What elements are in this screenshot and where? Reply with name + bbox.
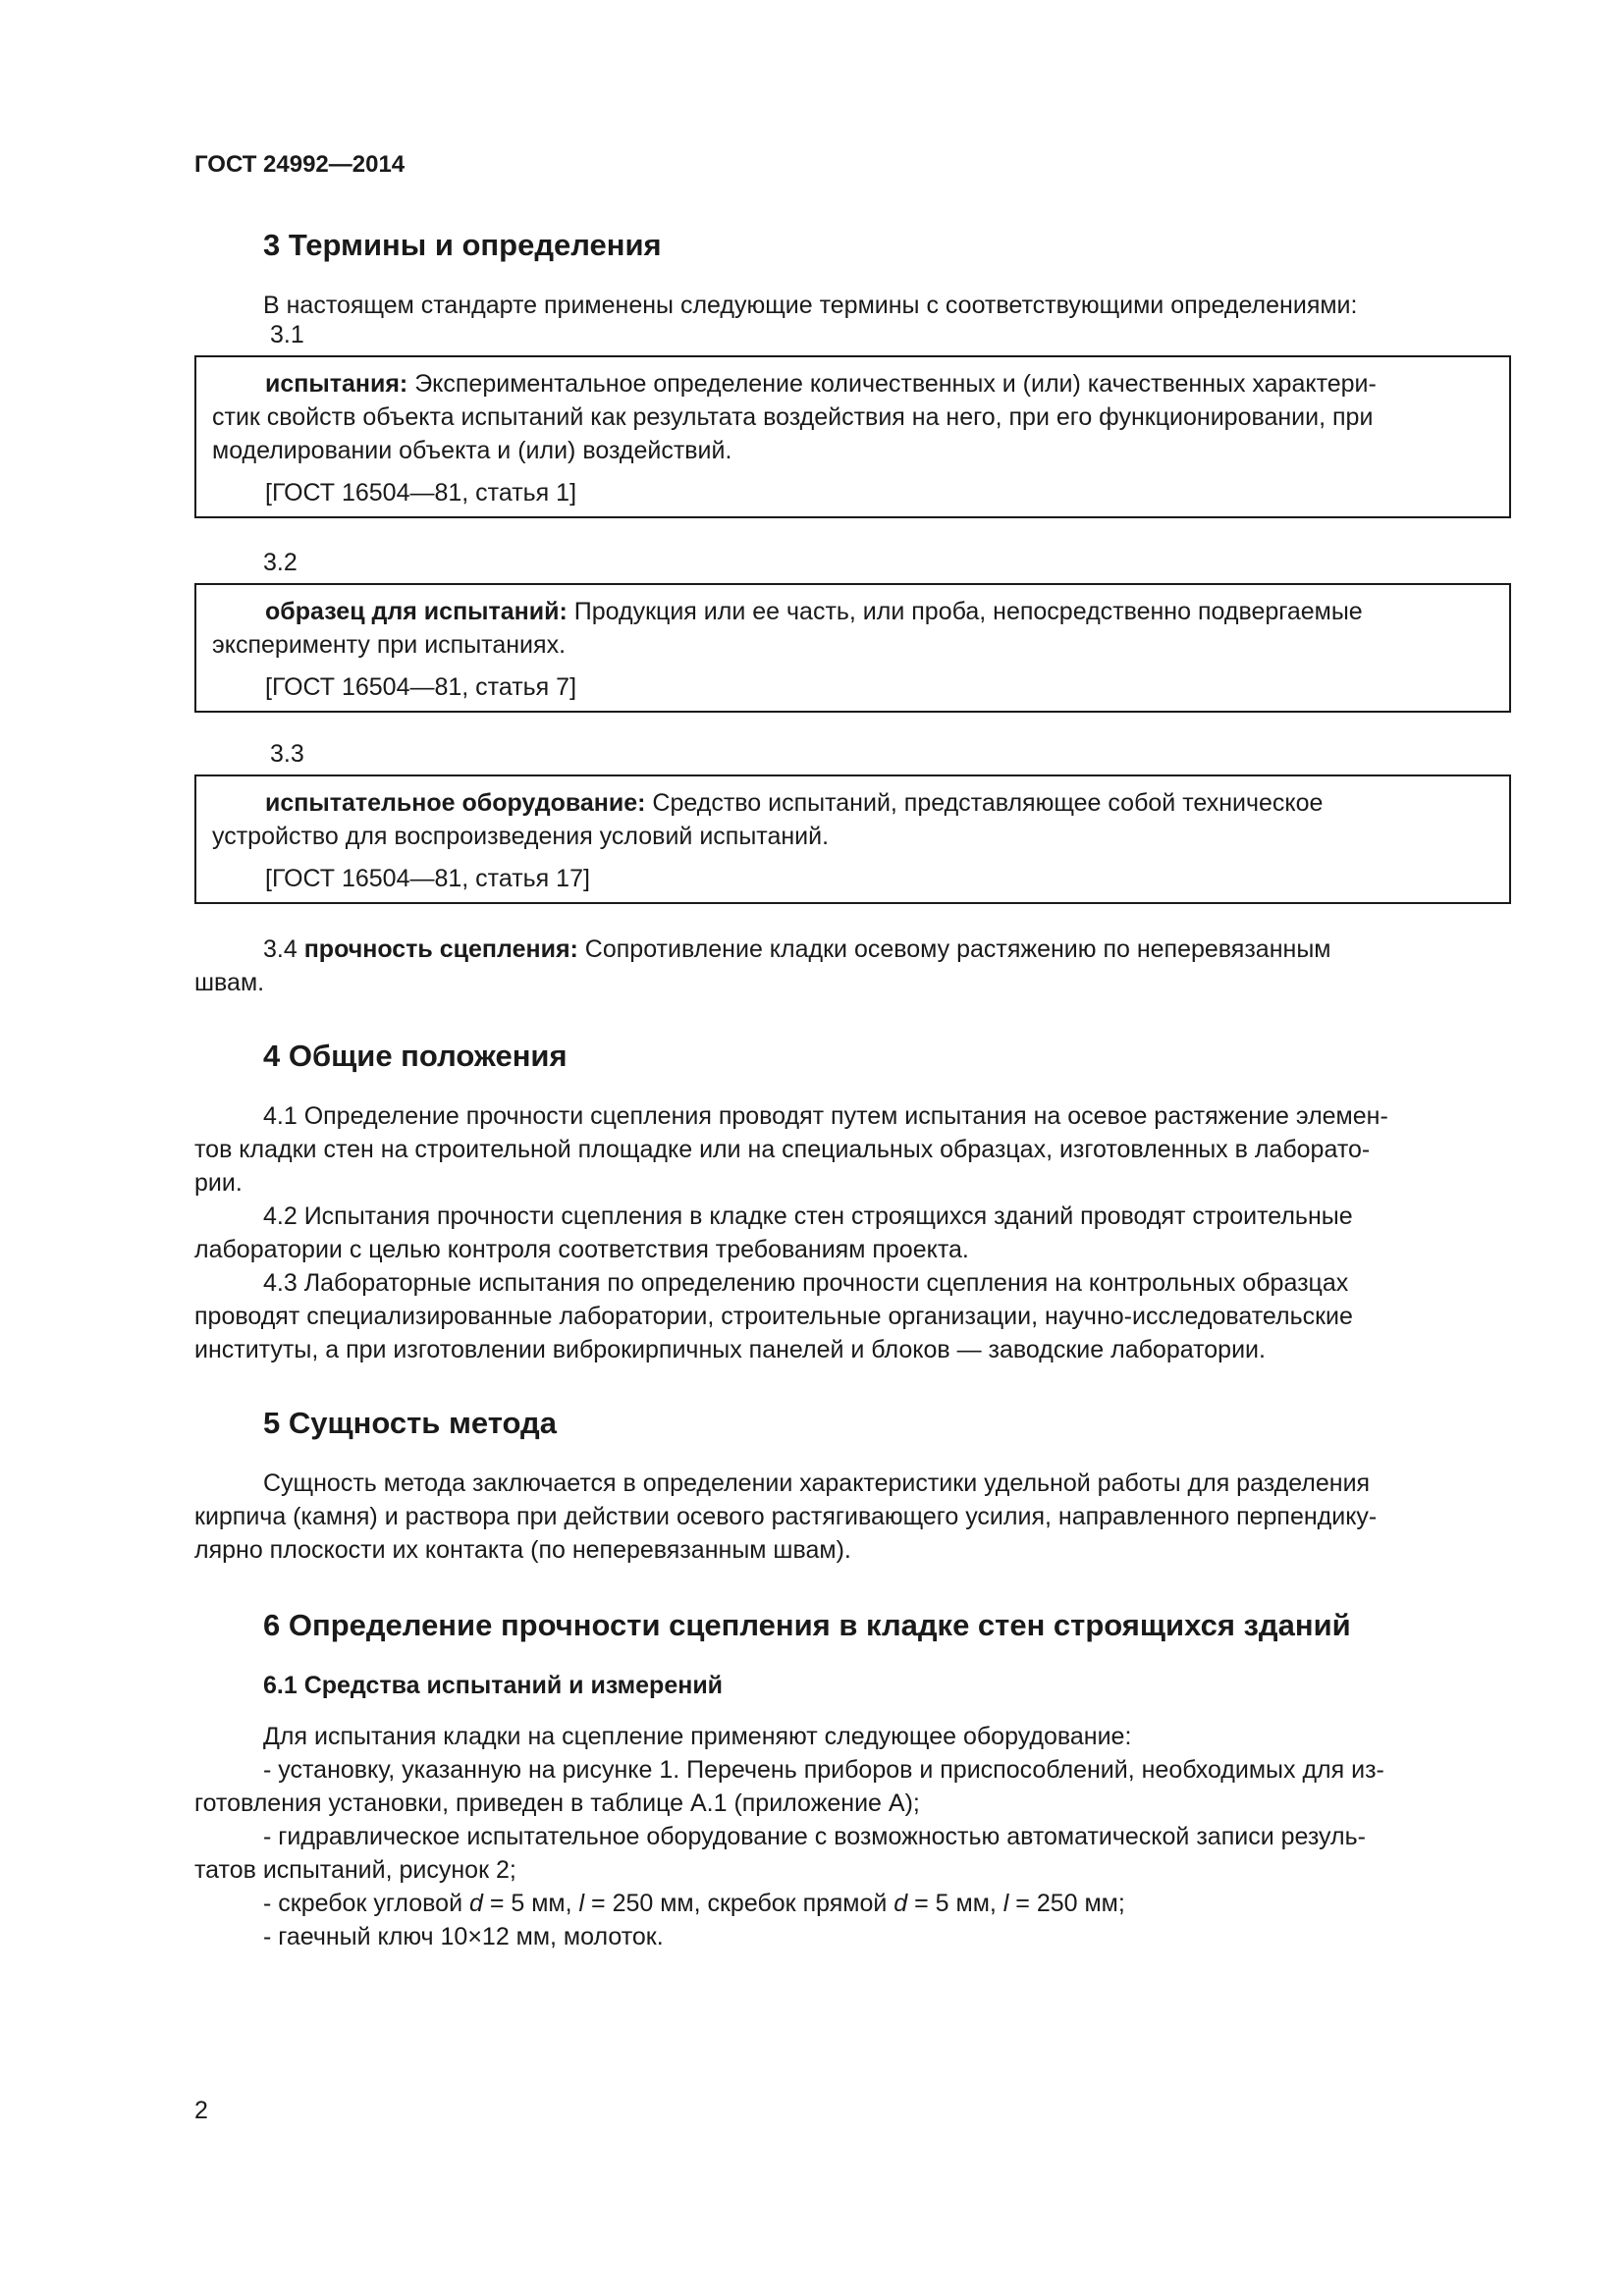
section-6-title: 6 Определение прочности сцепления в кладке стен строящихся зданий <box>263 1608 1351 1642</box>
term-3-2-definition: образец для испытаний: Продукция или ее часть, или проба, непосредственно подвергаемые <box>265 598 1363 625</box>
section-4-line: 4.2 Испытания прочности сцепления в кладке стен строящихся зданий проводят строительные <box>263 1202 1353 1230</box>
section-6-list-item: - гидравлическое испытательное оборудование с возможностью автоматической записи резуль- <box>263 1823 1366 1850</box>
section-5-title: 5 Сущность метода <box>263 1406 557 1440</box>
section-4-line: 4.3 Лабораторные испытания по определению прочности сцепления на контрольных образцах <box>263 1269 1349 1297</box>
section-6-line: Для испытания кладки на сцепление применяют следующее оборудование: <box>263 1723 1132 1750</box>
section-3-intro: В настоящем стандарте применены следующие термины с соответствующими определениями: <box>263 292 1358 319</box>
term-3-3-term: испытательное оборудование: <box>265 789 646 817</box>
section-5-line: кирпича (камня) и раствора при действии осевого растягивающего усилия, направленного перпендику- <box>194 1503 1378 1530</box>
page-number: 2 <box>194 2097 208 2124</box>
term-3-2-source: [ГОСТ 16504—81, статья 7] <box>265 673 577 701</box>
term-3-1-term: испытания: <box>265 370 408 398</box>
term-3-1-source: [ГОСТ 16504—81, статья 1] <box>265 479 577 507</box>
section-4-line: рии. <box>194 1169 243 1197</box>
section-6-line: татов испытаний, рисунок 2; <box>194 1856 516 1884</box>
term-3-2-def-line-2: эксперименту при испытаниях. <box>212 631 567 659</box>
term-3-1-definition: испытания: Экспериментальное определение количественных и (или) качественных характери- <box>265 370 1377 398</box>
term-3-4-line-2: швам. <box>194 969 265 996</box>
term-3-1-def-line-3: моделировании объекта и (или) воздействий. <box>212 437 732 464</box>
section-6-line: готовления установки, приведен в таблице А.1 (приложение А); <box>194 1789 920 1817</box>
section-5-line: лярно плоскости их контакта (по неперевязанным швам). <box>194 1536 851 1564</box>
section-6-list-item-scraper: - скребок угловой d = 5 мм, l = 250 мм, скребок прямой d = 5 мм, l = 250 мм; <box>263 1890 1125 1917</box>
section-6-1-title: 6.1 Средства испытаний и измерений <box>263 1672 724 1699</box>
section-5-line: Сущность метода заключается в определении характеристики удельной работы для разделения <box>263 1469 1371 1497</box>
term-3-4-term: прочность сцепления: <box>303 935 578 963</box>
term-3-1-box <box>194 355 1511 518</box>
section-4-line: институты, а при изготовлении виброкирпичных панелей и блоков — заводские лаборатории. <box>194 1336 1266 1363</box>
section-3-title: 3 Термины и определения <box>263 228 662 262</box>
term-3-1-number: 3.1 <box>270 321 304 348</box>
section-4-line: проводят специализированные лаборатории, строительные организации, научно-исследовательские <box>194 1303 1353 1330</box>
term-3-3-number: 3.3 <box>270 740 304 768</box>
term-3-3-box <box>194 774 1511 904</box>
term-3-1-def-line-2: стик свойств объекта испытаний как результата воздействия на него, при его функционировании, при <box>212 403 1374 431</box>
section-6-list-item: - установку, указанную на рисунке 1. Перечень приборов и приспособлений, необходимых для из- <box>263 1756 1384 1784</box>
term-3-3-def-line-2: устройство для воспроизведения условий испытаний. <box>212 823 830 850</box>
section-4-line: лаборатории с целью контроля соответствия требованиям проекта. <box>194 1236 969 1263</box>
term-3-3-definition: испытательное оборудование: Средство испытаний, представляющее собой техническое <box>265 789 1324 817</box>
section-4-title: 4 Общие положения <box>263 1039 568 1073</box>
section-6-list-item: - гаечный ключ 10×12 мм, молоток. <box>263 1923 664 1950</box>
term-3-4-line-1: 3.4 прочность сцепления: Сопротивление кладки осевому растяжению по неперевязанным <box>263 935 1331 963</box>
section-4-line: тов кладки стен на строительной площадке или на специальных образцах, изготовленных в лаборато- <box>194 1136 1371 1163</box>
document-header: ГОСТ 24992—2014 <box>194 151 406 178</box>
term-3-2-term: образец для испытаний: <box>265 598 568 625</box>
term-3-3-source: [ГОСТ 16504—81, статья 17] <box>265 865 590 892</box>
section-4-line: 4.1 Определение прочности сцепления проводят путем испытания на осевое растяжение элемен- <box>263 1102 1388 1130</box>
term-3-2-number: 3.2 <box>263 549 298 576</box>
term-3-2-box <box>194 583 1511 713</box>
